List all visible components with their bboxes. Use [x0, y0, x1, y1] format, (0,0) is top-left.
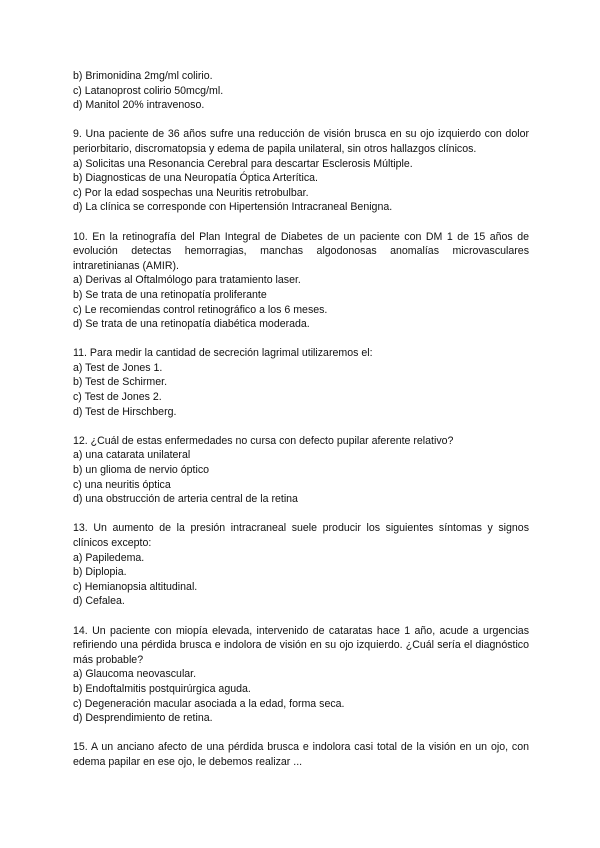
option-d: d) Manitol 20% intravenoso.: [73, 99, 205, 112]
option-b: b) Brimonidina 2mg/ml colirio.: [73, 70, 213, 82]
question-text: 10. En la retinografía del Plan Integral de Diabetes de un paciente con DM 1 de 15 años de evolución detectas hemorragias, manchas algodonosas anomalías microvasculares intraretinianas (AMIR).: [73, 230, 529, 272]
question-13: [73, 521, 529, 609]
question-text: 9. Una paciente de 36 años sufre una reducción de visión brusca en su ojo izquierdo con dolor periorbitario, discromatopsia y edema de papila unilateral, sin otros hallazgos clínicos.: [73, 128, 529, 155]
option-d: d) Desprendimiento de retina.: [73, 712, 213, 725]
option-a: a) Derivas al Oftalmólogo para tratamiento laser.: [73, 274, 301, 287]
option-d: d) Se trata de una retinopatía diabética moderada.: [73, 318, 310, 331]
option-c: c) una neuritis óptica: [73, 478, 171, 491]
option-a: a) Test de Jones 1.: [73, 361, 163, 374]
option-d: d) La clínica se corresponde con Hipertensión Intracraneal Benigna.: [73, 201, 393, 214]
option-b: b) Diagnosticas de una Neuropatía Óptica Arterítica.: [73, 172, 318, 185]
option-d: d) Cefalea.: [73, 595, 125, 608]
option-b: b) Test de Schirmer.: [73, 376, 168, 389]
document-page: [73, 69, 529, 784]
question-9: [73, 127, 529, 215]
question-text: 13. Un aumento de la presión intracraneal suele producir los siguientes síntomas y signos clínicos excepto:: [73, 522, 529, 549]
question-14: [73, 624, 529, 726]
option-c: c) Test de Jones 2.: [73, 391, 162, 404]
option-b: b) Diplopia.: [73, 566, 127, 579]
option-c: c) Por la edad sospechas una Neuritis retrobulbar.: [73, 186, 309, 199]
option-d: d) Test de Hirschberg.: [73, 405, 177, 418]
question-15: [73, 740, 529, 769]
question-10: [73, 230, 529, 332]
question-text: 15. A un anciano afecto de una pérdida brusca e indolora casi total de la visión en un ojo, con edema papilar en ese ojo, le debemos realizar ...: [73, 741, 529, 768]
option-a: a) Solicitas una Resonancia Cerebral para descartar Esclerosis Múltiple.: [73, 157, 413, 170]
option-b: b) Se trata de una retinopatía proliferante: [73, 288, 267, 301]
question-11: [73, 346, 529, 419]
option-c: c) Le recomiendas control retinográfico a los 6 meses.: [73, 303, 328, 316]
question-12: [73, 434, 529, 507]
option-c: c) Latanoprost colirio 50mcg/ml.: [73, 84, 224, 97]
option-c: c) Hemianopsia altitudinal.: [73, 580, 198, 593]
option-c: c) Degeneración macular asociada a la edad, forma seca.: [73, 697, 345, 710]
option-a: a) Papiledema.: [73, 551, 145, 564]
option-a: a) Glaucoma neovascular.: [73, 668, 197, 681]
question-text: 14. Un paciente con miopía elevada, intervenido de cataratas hace 1 año, acude a urgencias refiriendo una pérdida brusca e indolora de visión en su ojo izquierdo. ¿Cuál sería el diagnóstico más probable?: [73, 624, 529, 666]
option-d: d) una obstrucción de arteria central de la retina: [73, 493, 298, 506]
question-text: 12. ¿Cuál de estas enfermedades no cursa con defecto pupilar aferente relativo?: [73, 434, 454, 447]
option-b: b) Endoftalmitis postquirúrgica aguda.: [73, 682, 251, 695]
option-b: b) un glioma de nervio óptico: [73, 464, 210, 477]
option-a: a) una catarata unilateral: [73, 449, 191, 462]
intro-options: [73, 69, 529, 113]
question-text: 11. Para medir la cantidad de secreción lagrimal utilizaremos el:: [73, 347, 373, 360]
